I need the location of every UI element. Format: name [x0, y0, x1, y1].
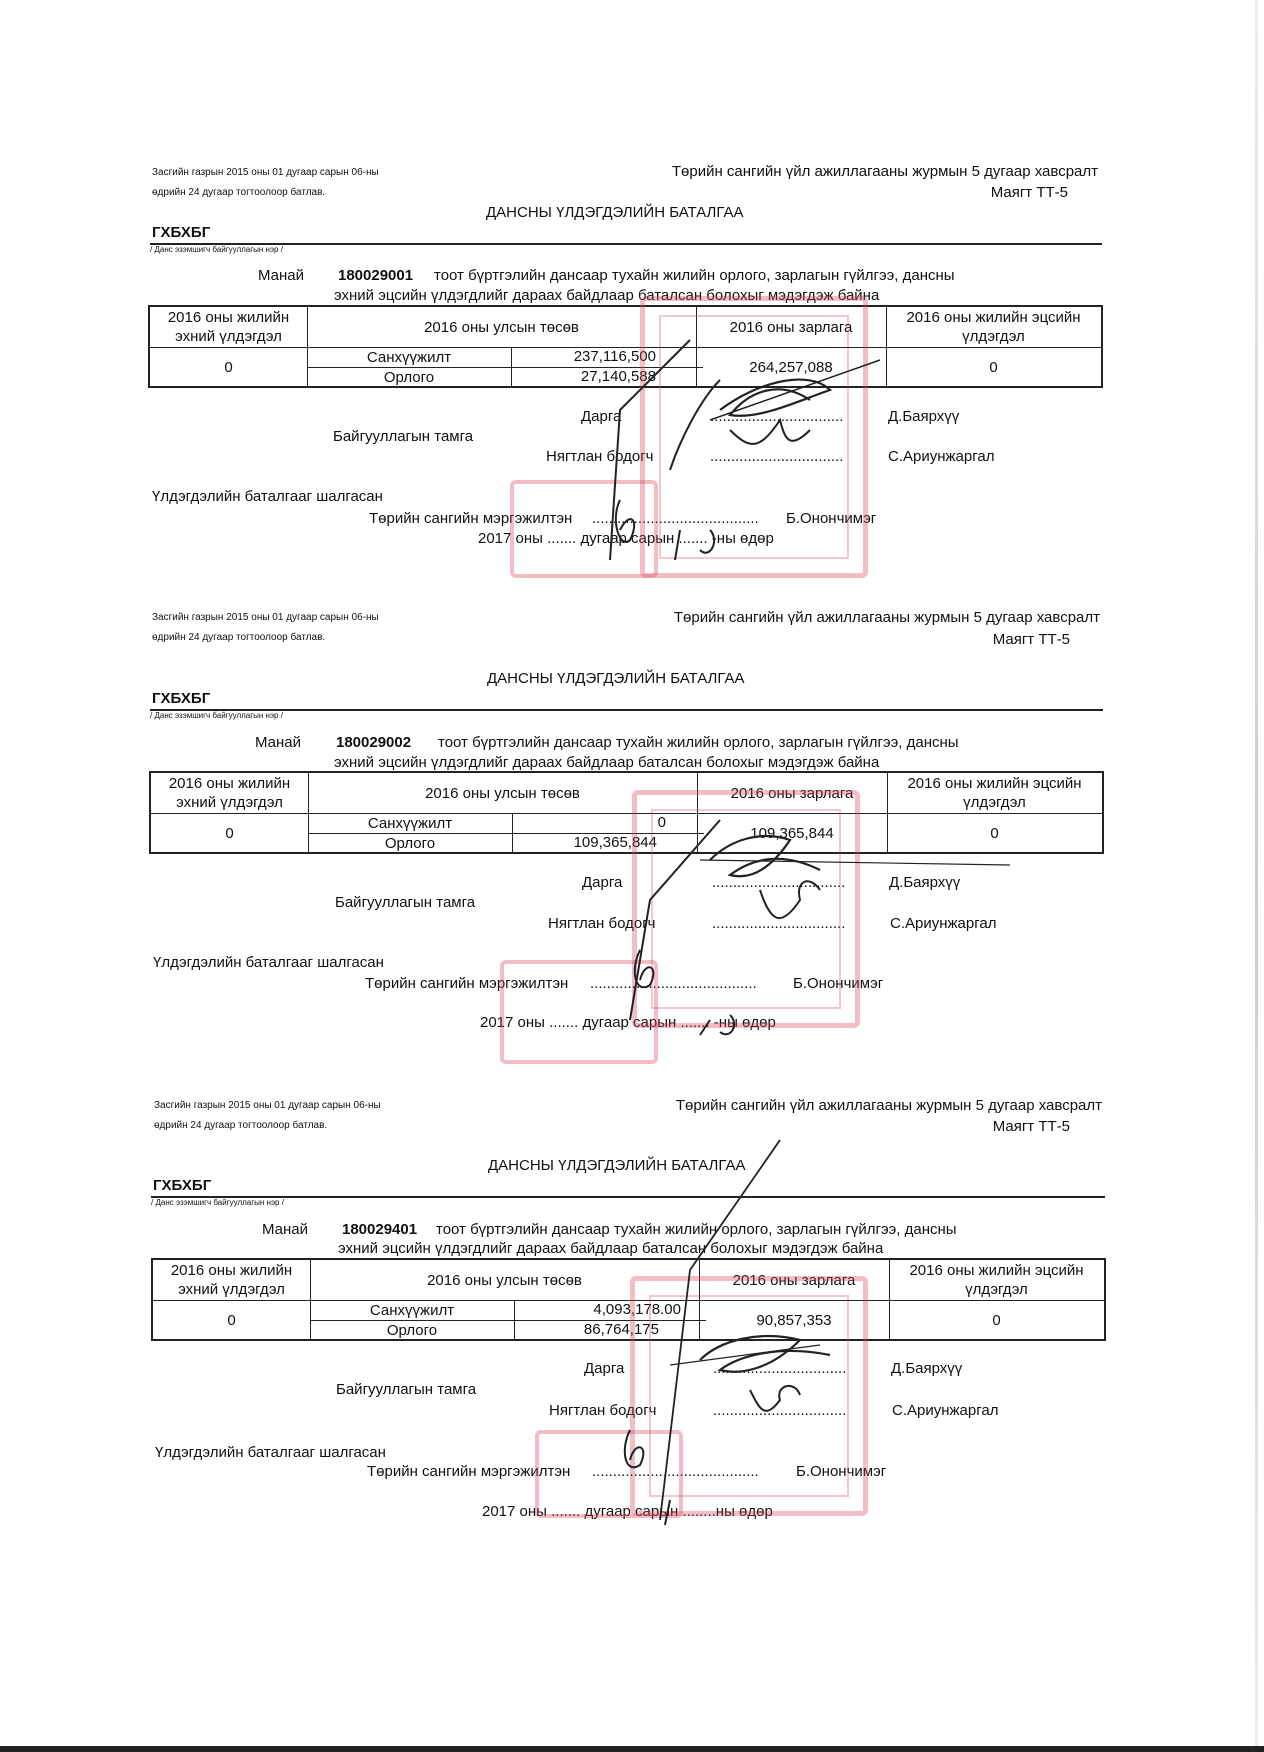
row-financing-label: Санхүүжилт: [369, 1301, 455, 1319]
income-value: 109,365,844: [573, 834, 657, 851]
opening-value: 0: [224, 358, 233, 376]
decree-line-1: Засгийн газрын 2015 оны 01 дугаар сарын 06-ны: [154, 1100, 381, 1111]
col-opening-header: 2016 оны жилийн эхний үлдэгдэл: [167, 309, 290, 345]
accountant-name: С.Ариунжаргал: [888, 448, 995, 465]
date-line: 2017 оны ....... дугаар сарын ........ны өдөр: [482, 1503, 773, 1520]
account-text-2: эхний эцсийн үлдэгдлийг дараах байдлаар баталсан болохыг мэдэгдэж байна: [338, 1240, 884, 1257]
account-text-1: тоот бүртгэлийн дансаар тухайн жилийн орлого, зарлагын гүйлгээ, дансны: [434, 267, 955, 284]
accountant-name: С.Ариунжаргал: [890, 915, 997, 932]
scan-bottom-edge: [0, 1746, 1264, 1752]
decree-line-1: Засгийн газрын 2015 оны 01 дугаар сарын 06-ны: [152, 167, 379, 178]
doc-title: ДАНСНЫ ҮЛДЭГДЭЛИЙН БАТАЛГАА: [488, 1157, 746, 1174]
col-budget-header: 2016 оны улсын төсөв: [425, 784, 580, 802]
decree-line-2: өдрийн 24 дугаар тогтоолоор батлав.: [152, 632, 326, 643]
form-code: Маягт ТТ-5: [990, 184, 1068, 201]
col-budget-header: 2016 оны улсын төсөв: [424, 318, 579, 336]
treasury-name: Б.Онончимэг: [793, 975, 884, 992]
stamp-label: Байгууллагын тамга: [336, 1381, 477, 1398]
account-text-2: эхний эцсийн үлдэгдлийг дараах байдлаар баталсан болохыг мэдэгдэж байна: [334, 287, 880, 304]
our-label: Манай: [255, 734, 302, 751]
treasury-dots: ........................................: [590, 975, 757, 992]
org-name: ГХБХБГ: [152, 224, 211, 241]
treasury-name: Б.Онончимэг: [796, 1463, 887, 1480]
account-number: 180029002: [336, 734, 412, 751]
attachment-line: Төрийн сангийн үйл ажиллагааны журмын 5 дугаар хавсралт: [675, 1097, 1102, 1114]
director-name: Д.Баярхүү: [889, 874, 961, 891]
our-label: Манай: [258, 267, 305, 284]
col-opening-header: 2016 оны жилийн эхний үлдэгдэл: [168, 775, 291, 811]
row-financing-label: Санхүүжилт: [367, 814, 453, 832]
signature-strokes: [560, 1140, 890, 1540]
decree-line-1: Засгийн газрын 2015 оны 01 дугаар сарын 06-ны: [152, 612, 379, 623]
our-label: Манай: [262, 1221, 309, 1238]
treasury-name: Б.Онончимэг: [786, 510, 877, 527]
col-expense-header: 2016 оны зарлага: [732, 1271, 856, 1289]
row-income-label: Орлого: [386, 1321, 438, 1339]
accountant-dots: ................................: [710, 448, 844, 465]
row-income-label: Орлого: [383, 368, 435, 386]
financing-value: 0: [657, 814, 666, 831]
director-name: Д.Баярхүү: [891, 1360, 963, 1377]
account-number: 180029401: [342, 1221, 418, 1238]
director-dots: ................................: [712, 874, 846, 891]
scan-edge: [1255, 0, 1258, 1752]
director-dots: ................................: [713, 1360, 847, 1377]
checked-label: Үлдэгдэлийн баталгааг шалгасан: [153, 954, 384, 971]
director-label: Дарга: [581, 408, 622, 425]
col-expense-header: 2016 оны зарлага: [729, 318, 853, 336]
col-opening-header: 2016 оны жилийн эхний үлдэгдэл: [170, 1262, 293, 1298]
date-line: 2017 оны ....... дугаар сарын ....... -ны өдөр: [478, 530, 774, 547]
checked-label: Үлдэгдэлийн баталгааг шалгасан: [152, 488, 383, 505]
opening-value: 0: [227, 1311, 236, 1329]
checked-label: Үлдэгдэлийн баталгааг шалгасан: [155, 1444, 386, 1461]
expense-value: 109,365,844: [750, 824, 834, 842]
org-caption: / Данс эзэмшигч байгууллагын нэр /: [150, 711, 283, 720]
director-label: Дарга: [582, 874, 623, 891]
expense-value: 90,857,353: [756, 1311, 832, 1329]
date-line: 2017 оны ....... дугаар сарын ....... -ны өдөр: [480, 1014, 776, 1031]
row-income-label: Орлого: [384, 834, 436, 852]
doc-title: ДАНСНЫ ҮЛДЭГДЭЛИЙН БАТАЛГАА: [486, 204, 744, 221]
form-code: Маягт ТТ-5: [992, 631, 1070, 648]
decree-line-2: өдрийн 24 дугаар тогтоолоор батлав.: [154, 1120, 328, 1131]
account-text-2: эхний эцсийн үлдэгдлийг дараах байдлаар баталсан болохыг мэдэгдэж байна: [334, 754, 880, 771]
closing-value: 0: [992, 1311, 1001, 1329]
account-number: 180029001: [338, 267, 414, 284]
financing-value: 237,116,500: [573, 348, 656, 365]
col-closing-header: 2016 оны жилийн эцсийн үлдэгдэл: [907, 775, 1082, 811]
stamp-label: Байгууллагын тамга: [333, 428, 474, 445]
director-label: Дарга: [584, 1360, 625, 1377]
account-text-1: тоот бүртгэлийн дансаар тухайн жилийн орлого, зарлагын гүйлгээ, дансны: [436, 1221, 957, 1238]
row-financing-label: Санхүүжилт: [366, 348, 452, 366]
account-text-1: тоот бүртгэлийн дансаар тухайн жилийн орлого, зарлагын гүйлгээ, дансны: [438, 734, 959, 751]
col-expense-header: 2016 оны зарлага: [730, 784, 854, 802]
col-closing-header: 2016 оны жилийн эцсийн үлдэгдэл: [909, 1262, 1084, 1298]
treasury-dots: ........................................: [592, 1463, 759, 1480]
accountant-label: Нягтлан бодогч: [548, 915, 656, 932]
form-code: Маягт ТТ-5: [992, 1118, 1070, 1135]
col-closing-header: 2016 оны жилийн эцсийн үлдэгдэл: [906, 309, 1081, 345]
director-dots: ................................: [710, 408, 844, 425]
treasury-dots: ........................................: [592, 510, 759, 527]
opening-value: 0: [225, 824, 234, 842]
income-value: 27,140,588: [580, 368, 656, 385]
treasury-label: Төрийн сангийн мэргэжилтэн: [369, 510, 573, 527]
attachment-line: Төрийн сангийн үйл ажиллагааны журмын 5 дугаар хавсралт: [673, 609, 1100, 626]
accountant-label: Нягтлан бодогч: [549, 1402, 657, 1419]
accountant-label: Нягтлан бодогч: [546, 448, 654, 465]
accountant-name: С.Ариунжаргал: [892, 1402, 999, 1419]
decree-line-2: өдрийн 24 дугаар тогтоолоор батлав.: [152, 187, 326, 198]
treasury-label: Төрийн сангийн мэргэжилтэн: [367, 1463, 571, 1480]
stamp-label: Байгууллагын тамга: [335, 894, 476, 911]
accountant-dots: ................................: [712, 915, 846, 932]
org-caption: / Данс эзэмшигч байгууллагын нэр /: [150, 245, 283, 254]
director-name: Д.Баярхүү: [888, 408, 960, 425]
income-value: 86,764,175: [583, 1321, 659, 1338]
closing-value: 0: [989, 358, 998, 376]
treasury-label: Төрийн сангийн мэргэжилтэн: [365, 975, 569, 992]
col-budget-header: 2016 оны улсын төсөв: [427, 1271, 582, 1289]
attachment-line: Төрийн сангийн үйл ажиллагааны журмын 5 дугаар хавсралт: [671, 163, 1098, 180]
closing-value: 0: [990, 824, 999, 842]
org-name: ГХБХБГ: [152, 690, 211, 707]
org-name: ГХБХБГ: [153, 1177, 212, 1194]
financing-value: 4,093,178.00: [593, 1301, 681, 1318]
org-caption: / Данс эзэмшигч байгууллагын нэр /: [151, 1198, 284, 1207]
expense-value: 264,257,088: [749, 358, 833, 376]
accountant-dots: ................................: [713, 1402, 847, 1419]
doc-title: ДАНСНЫ ҮЛДЭГДЭЛИЙН БАТАЛГАА: [487, 670, 745, 687]
